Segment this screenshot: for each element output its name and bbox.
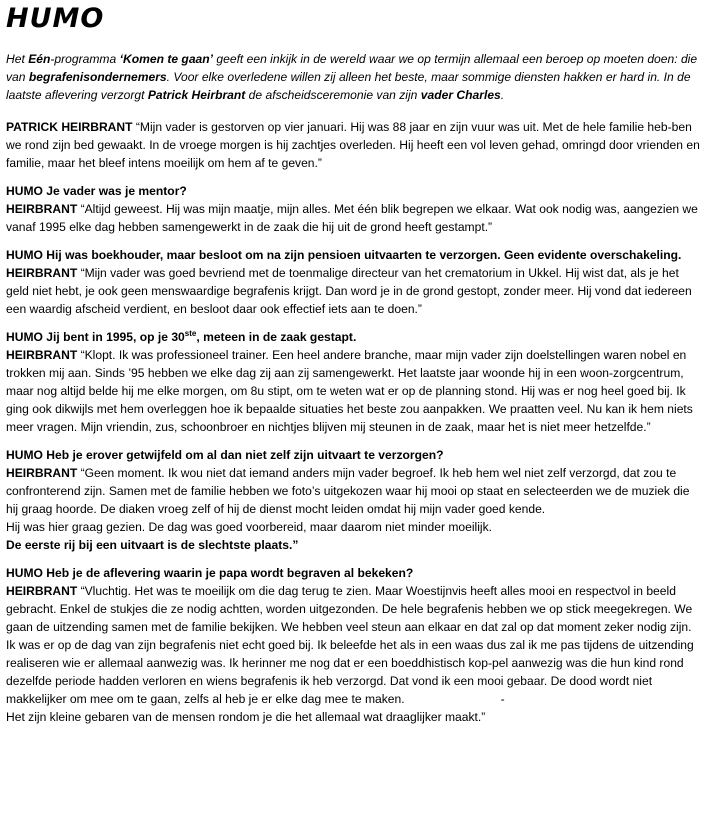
answer-paragraph: [6, 464, 700, 518]
question-line: [6, 328, 700, 346]
intro-highlight: begrafenisondernemers: [28, 70, 167, 84]
ordinal-suffix: ste: [184, 328, 197, 338]
intro-father-name: vader Charles: [420, 88, 501, 102]
answer-paragraph: [6, 200, 700, 236]
answer-paragraph: [6, 582, 700, 708]
intro-text: geeft een inkijk in de wereld waar we op termijn allemaal een beroep op moeten doen: die van: [6, 52, 698, 84]
intro-text: Het: [6, 52, 29, 66]
article-page: [6, 0, 700, 726]
intro-paragraph: [6, 50, 700, 104]
stray-dash: -: [500, 692, 505, 706]
intro-text: de afscheidsceremonie van zijn: [245, 88, 421, 102]
interview-block: [6, 182, 700, 236]
speaker-name: PATRICK HEIRBRANT: [6, 120, 133, 134]
answer-text: “Klopt. Ik was professioneel trainer. Een heel andere branche, maar mijn vader zijn doelstellingen waren nobel en trokken mij aan. Sinds ’95 hebben we elke dag zij aan zij samengewerkt. Het laatste jaar woonde hij in een woon-zorgcentrum, maar nog altijd belde hij me elke morgen, om 8u stipt, om te weten wat er op de planning stond. Hij was er nog heel goed bij. Ik ging ook dikwijls met hem overleggen hoe ik bepaalde situaties het beste zou aanpakken. We praatten veel. Nu kan ik hem niets meer vragen. Mijn vriendin, zus, schoonbroer en nichtjes blijven mij steunen in de zaak, maar het is niet meer hetzelfde.”: [6, 348, 693, 434]
interview-block: [6, 564, 700, 726]
answer-closing-line: Het zijn kleine gebaren van de mensen rondom je die het allemaal wat draaglijker maakt.”: [6, 710, 486, 724]
answer-paragraph: [6, 346, 700, 436]
intro-channel: Eén: [28, 52, 51, 66]
question-line: HUMO Heb je de aflevering waarin je papa wordt begraven al bekeken?: [6, 566, 414, 580]
answer-text: “Mijn vader was goed bevriend met de toenmalige directeur van het crematorium in Ukkel. Hij wist dat, als je het geld niet hebt, je ook geen menswaardige begrafenis krijgt. Dan word je in de grond gestopt, zonder meer. Hij vond dat iedereen een waardig afscheid verdient, en besloot daar ook effectief iets aan te doen.”: [6, 266, 692, 316]
intro-text: .: [500, 88, 505, 102]
question-text: HUMO Jij bent in 1995, op je 30: [6, 330, 185, 344]
question-line: HUMO Je vader was je mentor?: [6, 184, 187, 198]
speaker-name: HEIRBRANT: [6, 266, 78, 280]
intro-text: . Voor elke overledene willen zij alleen het beste, maar sommige diensten hakken er hard in. In de laatste aflevering verzorgt: [6, 70, 691, 102]
speaker-name: HEIRBRANT: [6, 466, 78, 480]
speaker-name: HEIRBRANT: [6, 348, 78, 362]
speaker-name: HEIRBRANT: [6, 584, 78, 598]
question-text: , meteen in de zaak gestapt.: [196, 330, 357, 344]
question-line: HUMO Hij was boekhouder, maar besloot om na zijn pensioen uitvaarten te verzorgen. Geen evidente overschakeling.: [6, 248, 682, 262]
answer-text: “Vluchtig. Het was te moeilijk om die dag terug te zien. Maar Woestijnvis heeft alles mooi en respectvol in beeld gebracht. Enkel de stukjes die ze nodig achtten, worden uitgezonden. De hele begrafenis hebben we op stick meegekregen. We gaan de uitzending samen met de familie bekijken. We hebben veel steun aan elkaar en dat zal op dat moment zeker nodig zijn. Ik was er op de dag van zijn begrafenis niet echt goed bij. Ik beleefde het als in een waas dus zal ik me pas tijdens de uitzending realiseren wie er allemaal aanwezig was. Ik herinner me nog dat er een boeddhistisch kop-pel aanwezig was die hun kind rond dezelfde periode hadden verloren en wiens begrafenis ik heb verzorgd. Dat vond ik een mooi gebaar. De dood wordt niet makkelijker om mee om te gaan, zelfs al heb je er elke dag mee te maken.: [6, 584, 694, 706]
interview-block: [6, 246, 700, 318]
answer-paragraph: [6, 118, 700, 172]
answer-text: “Mijn vader is gestorven op vier januari. Hij was 88 jaar en zijn vuur was uit. Met de hele familie heb-ben we rond zijn bed gewaakt. In de vroege morgen is hij zachtjes overleden. Hij heeft een vol leven gehad, omringd door vrienden en familie, maar het bleef intens moeilijk om hem af te geven.”: [6, 120, 700, 170]
masthead-title: HUMO: [6, 3, 105, 34]
answer-line: Hij was hier graag gezien. De dag was goed voorbereid, maar daarom niet minder moeilijk.: [6, 520, 493, 534]
answer-closing-line: De eerste rij bij een uitvaart is de slechtste plaats.”: [6, 538, 299, 552]
speaker-name: HEIRBRANT: [6, 202, 78, 216]
interview-block: [6, 446, 700, 554]
answer-text: “Altijd geweest. Hij was mijn maatje, mijn alles. Met één blik begrepen we elkaar. Wat ook nodig was, aangezien we vanaf 1995 elke dag hebben samengewerkt in de zaak die hij uit de grond heeft gestampt.”: [6, 202, 698, 234]
interview-block: [6, 328, 700, 436]
answer-text: “Geen moment. Ik wou niet dat iemand anders mijn vader begroef. Ik heb hem wel niet zelf verzorgd, dat zou te confronterend zijn. Samen met de familie hebben we foto’s uitgekozen waar hij mooi op staat en selecteerden we de muziek die hij graag hoorde. De diaken vroeg zelf of hij de dienst mocht leiden omdat hij mijn vader goed kende.: [6, 466, 690, 516]
question-line: HUMO Heb je erover getwijfeld om al dan niet zelf zijn uitvaart te verzorgen?: [6, 448, 444, 462]
intro-program-title: ‘Komen te gaan’: [119, 52, 214, 66]
intro-person-name: Patrick Heirbrant: [147, 88, 246, 102]
intro-text: -programma: [50, 52, 120, 66]
interview-block: [6, 118, 700, 172]
answer-paragraph: [6, 264, 700, 318]
